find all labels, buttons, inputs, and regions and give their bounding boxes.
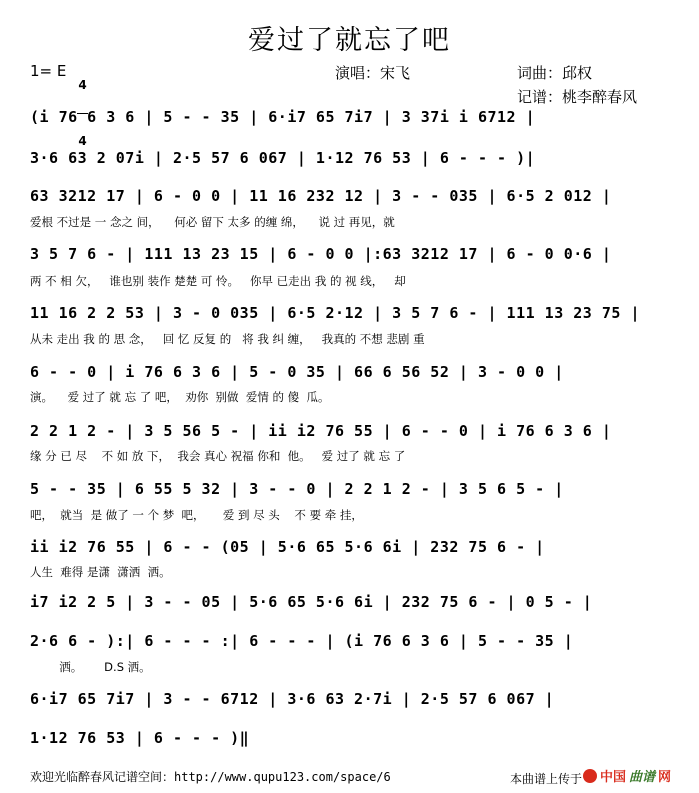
singer-credit: 演唱：宋飞 <box>335 64 411 82</box>
logo-mark-icon <box>583 769 597 783</box>
score-line-2: 3·6 63 2 07i | 2·5 57 6 067 | 1·12 76 53 | 6 - - - )| <box>30 149 536 167</box>
score-line-8: 5 - - 35 | 6 55 5 32 | 3 - - 0 | 2 2 1 2 - | 3 5 6 5 - | <box>30 480 564 498</box>
score-line-3: 63 3212 17 | 6 - 0 0 | 11 16 232 12 | 3 - - 035 | 6·5 2 012 | <box>30 187 612 205</box>
logo-text-wang: 网 <box>658 770 672 785</box>
time-signature-bottom: 4 <box>78 134 87 148</box>
upload-note: 本曲谱上传于 <box>510 772 583 786</box>
score-line-4: 3 5 7 6 - | 111 13 23 15 | 6 - 0 0 |:63 3212 17 | 6 - 0 0·6 | <box>30 245 612 263</box>
time-signature-top: 4 <box>78 78 87 92</box>
lyric-line-11: 洒。 D.S 洒。 <box>30 660 151 674</box>
lyric-line-6: 演。 爱 过了 就 忘 了 吧， 劝你 别做 爱情 的 傻 瓜。 <box>30 390 330 404</box>
lyric-line-8: 吧， 就当 是 做了 一 个 梦 吧， 爱 到 尽 头 不 要 牵 挂， <box>30 508 363 522</box>
site-logo <box>583 766 671 785</box>
score-line-12: 6·i7 65 7i7 | 3 - - 6712 | 3·6 63 2·7i | 2·5 57 6 067 | <box>30 690 555 708</box>
lyric-line-4: 两 不 相 欠， 谁也别 装作 楚楚 可 怜。 你早 已走出 我 的 视 线， 却 <box>30 274 406 288</box>
lyric-line-5: 从未 走出 我 的 思 念， 回 忆 反复 的 将 我 纠 缠， 我真的 不想 悲剧 重 <box>30 332 425 346</box>
score-line-1: (i 76 6 3 6 | 5 - - 35 | 6·i7 65 7i7 | 3 37i i 6712 | <box>30 108 536 126</box>
transcriber-credit: 记谱：桃李醉春风 <box>517 88 638 106</box>
logo-text-china: 中国 <box>600 770 627 785</box>
score-line-5: 11 16 2 2 53 | 3 - 0 035 | 6·5 2·12 | 3 5 7 6 - | 111 13 23 75 | <box>30 304 640 322</box>
key-signature: 1= E <box>30 62 67 80</box>
score-line-7: 2 2 1 2 - | 3 5 56 5 - | ii i2 76 55 | 6 - - 0 | i 76 6 3 6 | <box>30 422 612 440</box>
lyric-line-7: 缘 分 已 尽 不 如 放 下， 我会 真心 祝福 你和 他。 爱 过了 就 忘 了 <box>30 449 406 463</box>
score-line-10: i7 i2 2 5 | 3 - - 05 | 5·6 65 5·6 6i | 232 75 6 - | 0 5 - | <box>30 593 593 611</box>
score-line-11: 2·6 6 - ):| 6 - - - :| 6 - - - | (i 76 6 3 6 | 5 - - 35 | <box>30 632 574 650</box>
score-line-13: 1·12 76 53 | 6 - - - )‖ <box>30 729 250 747</box>
lyricist-composer-credit: 词曲：邱权 <box>517 64 593 82</box>
lyric-line-9: 人生 难得 是潇 潇洒 洒。 <box>30 565 171 579</box>
song-title: 爱过了就忘了吧 <box>248 25 451 56</box>
lyric-line-3: 爱根 不过是 一 念之 间， 何必 留下 太多 的缠 绵， 说 过 再见，就 <box>30 215 395 229</box>
logo-text-qupu: 曲谱 <box>629 770 656 785</box>
footer-link-text: 欢迎光临醉春风记谱空间：http://www.qupu123.com/space/6 <box>30 770 391 784</box>
score-line-9: ii i2 76 55 | 6 - - (05 | 5·6 65 5·6 6i | 232 75 6 - | <box>30 538 545 556</box>
score-line-6: 6 - - 0 | i 76 6 3 6 | 5 - 0 35 | 66 6 56 52 | 3 - 0 0 | <box>30 363 564 381</box>
